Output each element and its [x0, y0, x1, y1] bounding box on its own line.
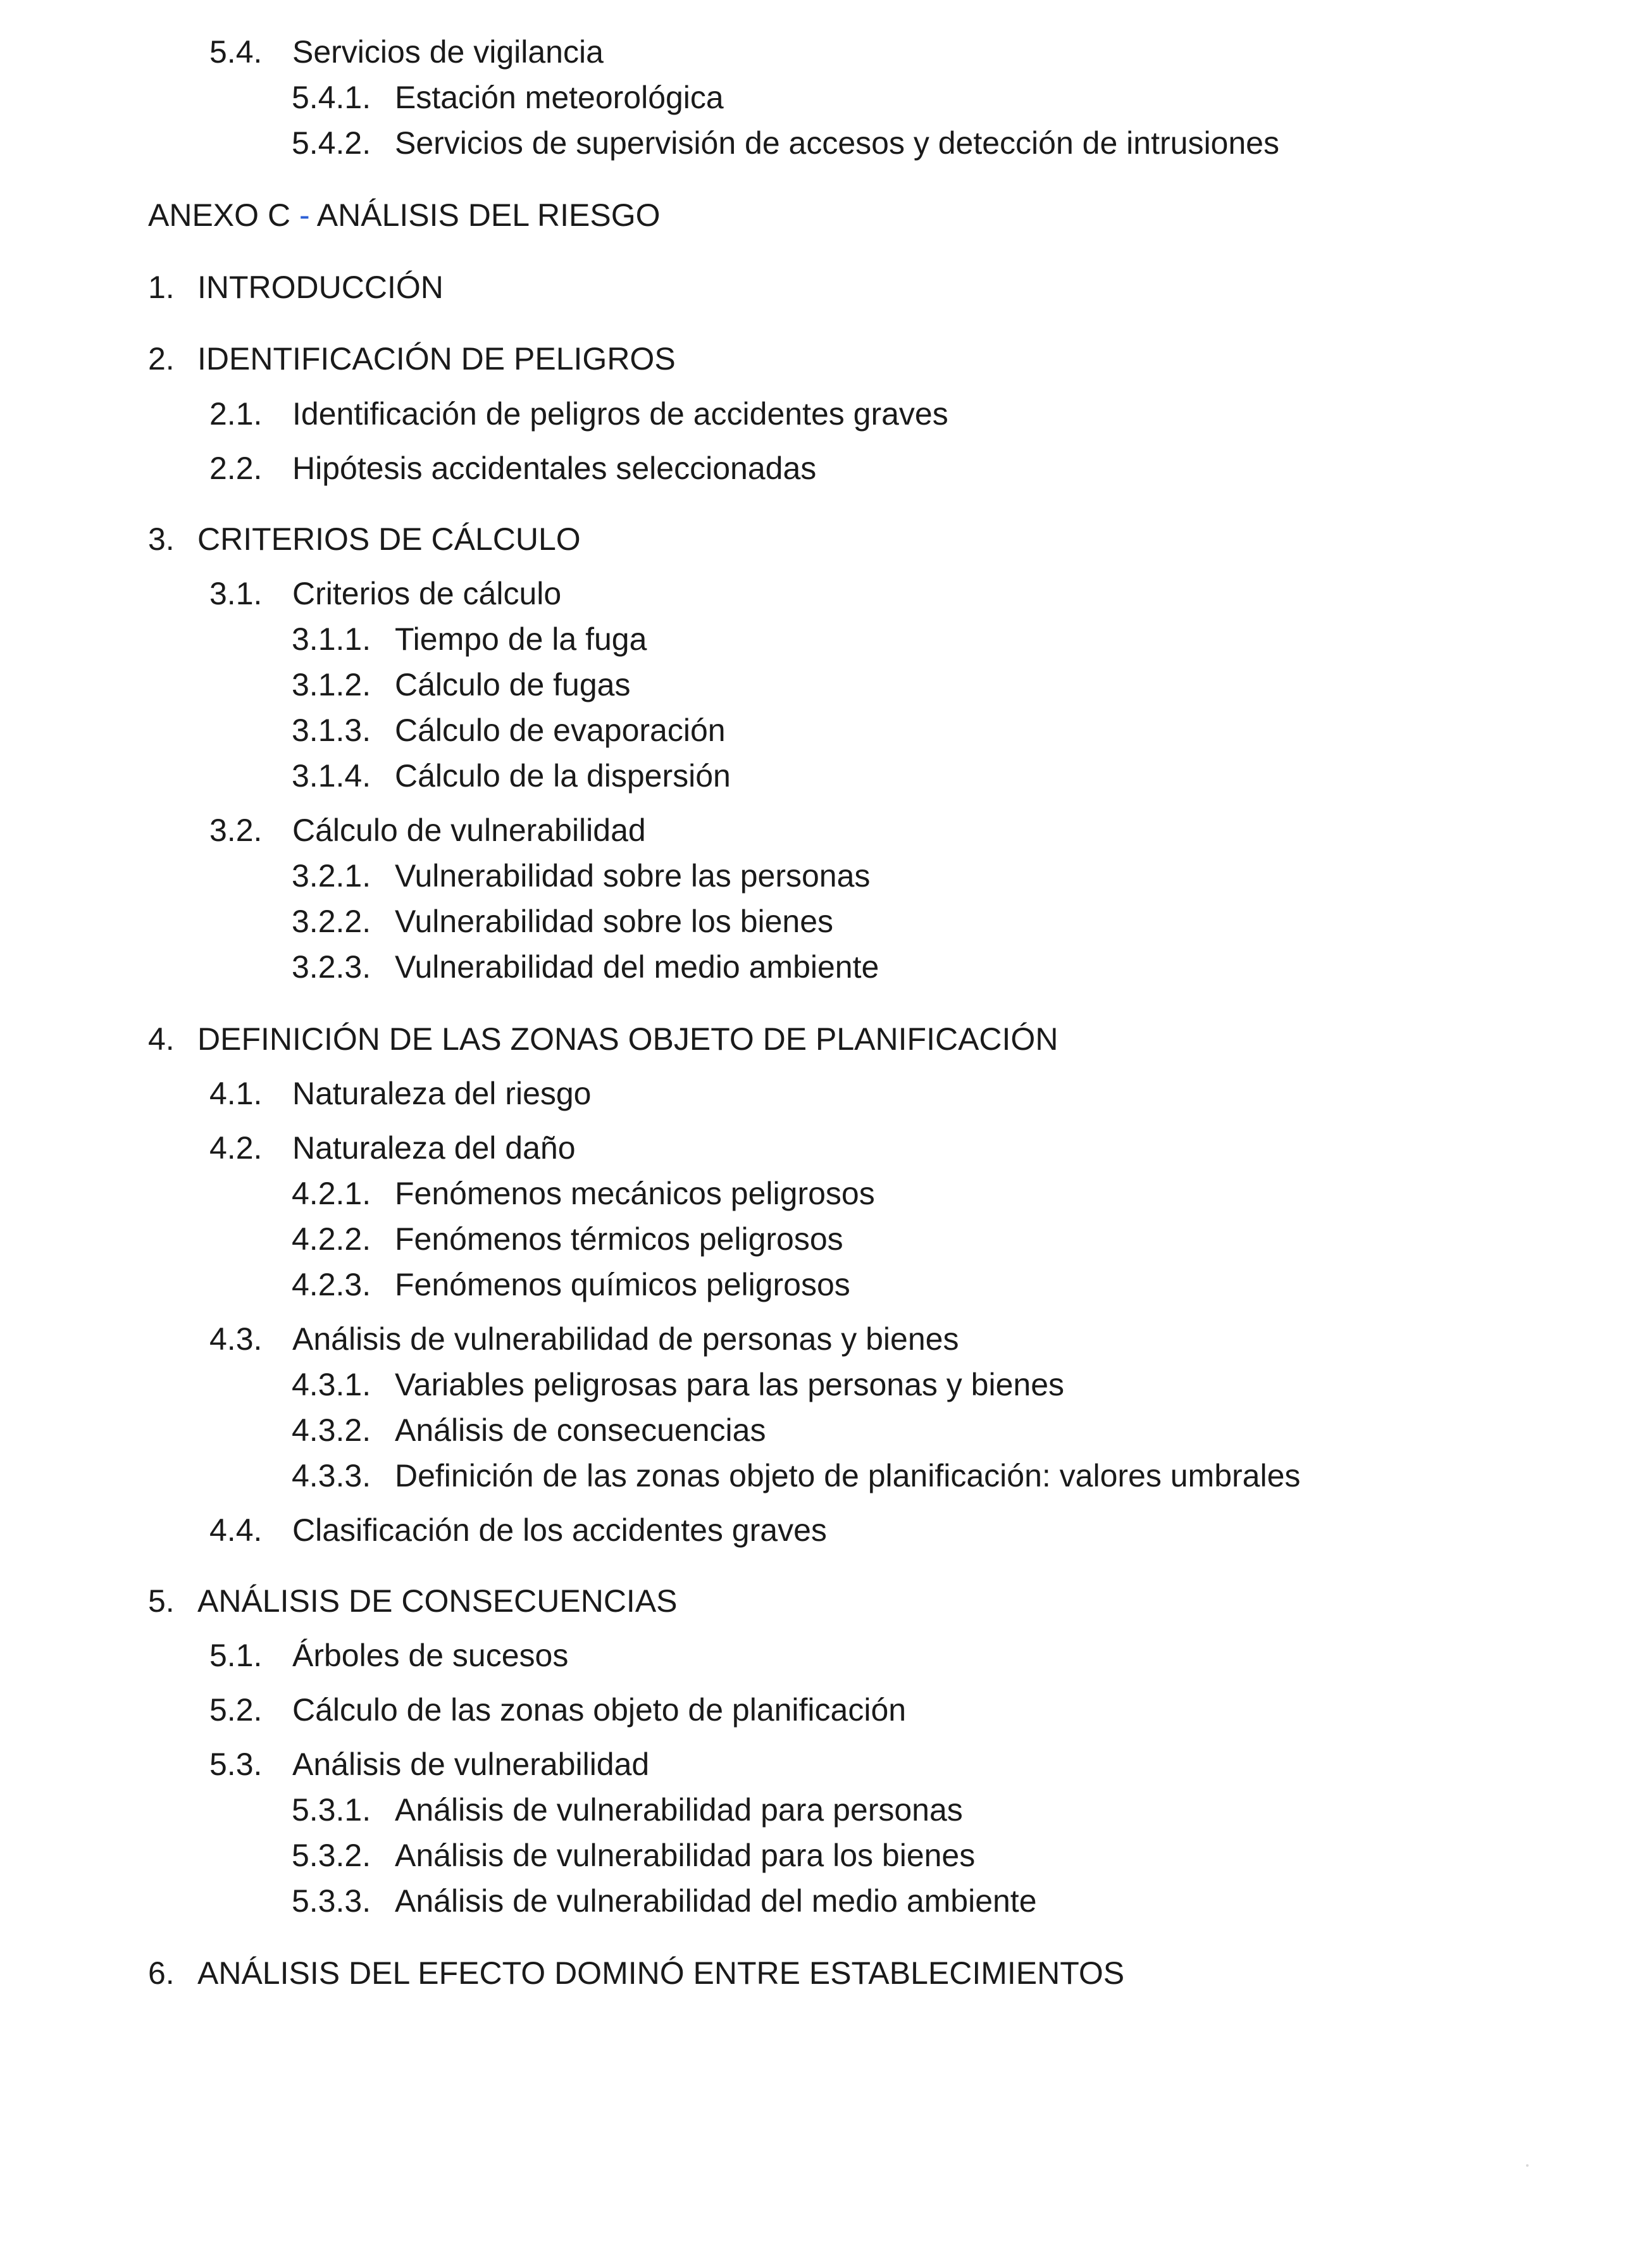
toc-title: Cálculo de las zonas objeto de planificación: [292, 1692, 907, 1728]
toc-number: 5.4.2.: [292, 125, 371, 161]
toc-number: 5.3.: [209, 1747, 263, 1782]
toc-title: Tiempo de la fuga: [395, 621, 647, 657]
toc-number: 3.2.: [209, 813, 263, 848]
toc-number: 4.4.: [209, 1512, 263, 1548]
toc-title: Análisis de vulnerabilidad del medio ambiente: [395, 1883, 1037, 1919]
toc-number: 5.: [148, 1583, 175, 1619]
toc-title: Fenómenos químicos peligrosos: [395, 1267, 850, 1302]
toc-title: Identificación de peligros de accidentes graves: [292, 396, 948, 432]
toc-title: Estación meteorológica: [395, 80, 724, 115]
toc-number: 3.1.4.: [292, 758, 371, 794]
toc-number: 4.2.1.: [292, 1176, 371, 1211]
toc-title: INTRODUCCIÓN: [197, 270, 444, 305]
toc-number: 4.3.1.: [292, 1367, 371, 1402]
toc-title: Cálculo de vulnerabilidad: [292, 813, 646, 848]
toc-title: Árboles de sucesos: [292, 1638, 569, 1673]
toc-title: Vulnerabilidad sobre los bienes: [395, 904, 834, 939]
toc-title: Vulnerabilidad sobre las personas: [395, 858, 871, 894]
toc-number: 4.3.3.: [292, 1458, 371, 1493]
toc-title: Cálculo de la dispersión: [395, 758, 731, 794]
toc-number: 3.2.3.: [292, 949, 371, 985]
toc-number: 5.3.1.: [292, 1792, 371, 1828]
toc-title: Naturaleza del riesgo: [292, 1076, 592, 1111]
toc-title: Criterios de cálculo: [292, 576, 562, 611]
annex-dash: -: [299, 197, 310, 233]
toc-number: 5.3.2.: [292, 1838, 371, 1873]
toc-title: Fenómenos mecánicos peligrosos: [395, 1176, 875, 1211]
toc-number: 3.1.2.: [292, 667, 371, 702]
toc-number: 2.2.: [209, 451, 263, 486]
toc-number: 5.4.1.: [292, 80, 371, 115]
toc-title: Análisis de vulnerabilidad: [292, 1747, 650, 1782]
toc-title: Cálculo de evaporación: [395, 713, 726, 748]
toc-number: 3.1.3.: [292, 713, 371, 748]
toc-title: Hipótesis accidentales seleccionadas: [292, 451, 817, 486]
toc-number: 4.: [148, 1021, 175, 1057]
toc-title: CRITERIOS DE CÁLCULO: [197, 521, 581, 557]
toc-number: 2.: [148, 341, 175, 377]
toc-number: 3.2.2.: [292, 904, 371, 939]
toc-number: 3.1.: [209, 576, 263, 611]
toc-title: Clasificación de los accidentes graves: [292, 1512, 827, 1548]
toc-title: Análisis de consecuencias: [395, 1412, 766, 1448]
toc-title: Vulnerabilidad del medio ambiente: [395, 949, 879, 985]
toc-title: Cálculo de fugas: [395, 667, 631, 702]
toc-number: 5.1.: [209, 1638, 263, 1673]
toc-number: 4.3.: [209, 1321, 263, 1357]
toc-number: 5.4.: [209, 34, 263, 70]
toc-title: Análisis de vulnerabilidad para los bienes: [395, 1838, 976, 1873]
toc-number: 3.2.1.: [292, 858, 371, 894]
toc-title: Análisis de vulnerabilidad para personas: [395, 1792, 963, 1828]
toc-number: 6.: [148, 1955, 175, 1991]
toc-title: Definición de las zonas objeto de planificación: valores umbrales: [395, 1458, 1301, 1493]
toc-number: 4.2.2.: [292, 1221, 371, 1257]
toc-title: Fenómenos térmicos peligrosos: [395, 1221, 843, 1257]
scan-speck: [1526, 2164, 1529, 2167]
toc-title: Análisis de vulnerabilidad de personas y bienes: [292, 1321, 959, 1357]
annex-heading: [148, 196, 661, 234]
toc-title: Naturaleza del daño: [292, 1130, 576, 1166]
toc-number: 4.2.: [209, 1130, 263, 1166]
toc-number: 5.2.: [209, 1692, 263, 1728]
toc-number: 1.: [148, 270, 175, 305]
toc-number: 5.3.3.: [292, 1883, 371, 1919]
toc-number: 4.1.: [209, 1076, 263, 1111]
toc-number: 4.3.2.: [292, 1412, 371, 1448]
toc-title: ANÁLISIS DEL EFECTO DOMINÓ ENTRE ESTABLECIMIENTOS: [197, 1955, 1125, 1991]
toc-title: ANÁLISIS DE CONSECUENCIAS: [197, 1583, 678, 1619]
toc-number: 3.: [148, 521, 175, 557]
toc-number: 3.1.1.: [292, 621, 371, 657]
toc-number: 2.1.: [209, 396, 263, 432]
toc-title: IDENTIFICACIÓN DE PELIGROS: [197, 341, 676, 377]
toc-title: Variables peligrosas para las personas y bienes: [395, 1367, 1065, 1402]
toc-title: DEFINICIÓN DE LAS ZONAS OBJETO DE PLANIFICACIÓN: [197, 1021, 1058, 1057]
toc-number: 4.2.3.: [292, 1267, 371, 1302]
toc-title: Servicios de vigilancia: [292, 34, 604, 70]
toc-title: Servicios de supervisión de accesos y detección de intrusiones: [395, 125, 1279, 161]
annex-title: ANÁLISIS DEL RIESGO: [316, 197, 661, 233]
annex-label: ANEXO C: [148, 197, 291, 233]
